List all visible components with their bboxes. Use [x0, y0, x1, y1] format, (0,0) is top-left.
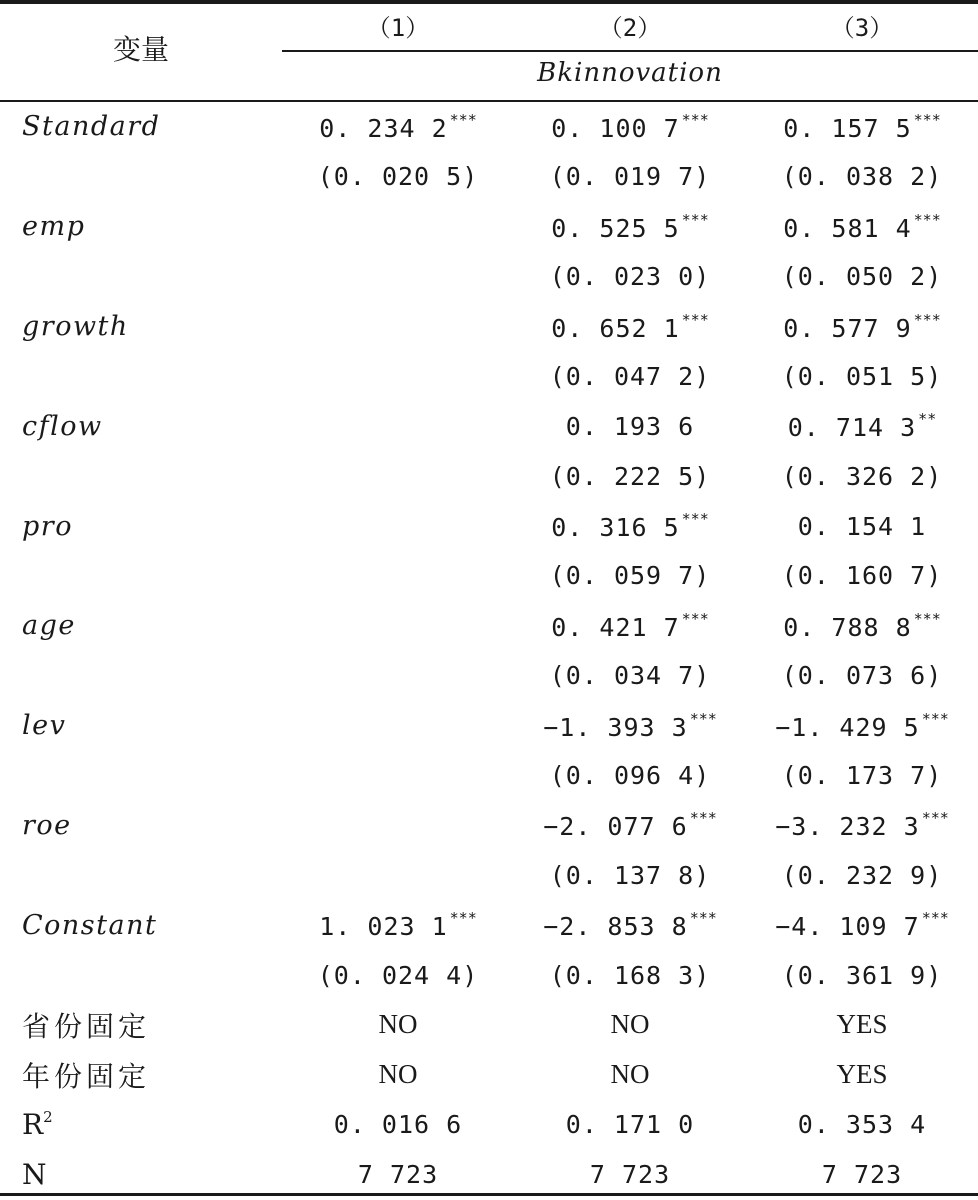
standard-error-cell: (0. 168 3)	[549, 960, 711, 990]
se-row	[0, 651, 978, 701]
coef-row	[0, 900, 978, 950]
coef-row	[0, 601, 978, 651]
variable-header: 变量	[112, 33, 169, 66]
coefficient-value: 1. 023 1	[319, 912, 448, 942]
coefficient-cell	[746, 800, 978, 850]
se-row	[0, 850, 978, 900]
coef-row	[0, 202, 978, 252]
se-row	[0, 152, 978, 202]
se-row	[0, 751, 978, 801]
standard-error-cell: (0. 096 4)	[549, 761, 711, 791]
se-row	[0, 551, 978, 601]
se-row	[0, 950, 978, 1000]
coefficient-value: 0. 234 2	[319, 113, 448, 143]
significance-stars: ***	[449, 909, 477, 928]
standard-error-cell: (0. 019 7)	[549, 162, 711, 192]
summary-label	[0, 1000, 282, 1050]
standard-error-cell: (0. 023 0)	[549, 262, 711, 292]
significance-stars: ***	[913, 609, 941, 628]
summary-value: NO	[610, 1009, 650, 1040]
summary-label-text: R	[22, 1108, 44, 1142]
coefficient-cell	[514, 401, 746, 451]
standard-error-cell: (0. 047 2)	[549, 361, 711, 391]
summary-label-text: 年份固定	[22, 1059, 151, 1093]
summary-value: 0. 353 4	[797, 1110, 927, 1140]
summary-value: YES	[836, 1009, 888, 1040]
coefficient-value: 0. 157 5	[783, 113, 912, 143]
coefficient-cell	[746, 601, 978, 651]
summary-value: 7 723	[821, 1160, 903, 1190]
coefficient-cell	[514, 701, 746, 751]
summary-value: NO	[610, 1059, 650, 1090]
coefficient-value: 0. 788 8	[783, 612, 912, 642]
summary-value: 0. 171 0	[565, 1110, 695, 1140]
coefficient-value: 0. 525 5	[551, 213, 680, 243]
significance-stars: ***	[449, 110, 477, 129]
coefficient-cell	[282, 202, 514, 252]
coefficient-cell	[282, 102, 514, 152]
coefficient-value: 0. 581 4	[783, 213, 912, 243]
significance-stars: **	[918, 410, 937, 429]
standard-error-cell: (0. 173 7)	[781, 761, 943, 791]
variable-label: Standard	[22, 111, 161, 143]
standard-error-cell	[282, 451, 514, 501]
significance-stars: ***	[681, 210, 709, 229]
standard-error-cell: (0. 222 5)	[549, 461, 711, 491]
summary-label	[0, 1050, 282, 1100]
coefficient-cell	[746, 202, 978, 252]
variable-label: growth	[22, 311, 129, 342]
summary-label-superscript: 2	[43, 1108, 53, 1127]
coefficient-cell	[514, 900, 746, 950]
summary-value: YES	[836, 1059, 888, 1090]
coef-row	[0, 302, 978, 352]
summary-value: NO	[378, 1009, 418, 1040]
coefficient-cell	[514, 601, 746, 651]
summary-label	[0, 1100, 282, 1150]
standard-error-cell	[282, 252, 514, 302]
se-row	[0, 351, 978, 401]
standard-error-cell: (0. 326 2)	[781, 461, 943, 491]
dependent-variable: Bkinnovation	[537, 58, 723, 88]
coefficient-value: 0. 714 3	[787, 413, 917, 443]
coefficient-cell	[514, 202, 746, 252]
standard-error-cell: (0. 073 6)	[781, 661, 943, 691]
standard-error-cell	[282, 751, 514, 801]
variable-label: emp	[22, 211, 86, 243]
coefficient-cell	[746, 401, 978, 451]
standard-error-cell: (0. 232 9)	[781, 860, 943, 890]
standard-error-cell: (0. 137 8)	[549, 860, 711, 890]
significance-stars: ***	[913, 110, 941, 129]
coefficient-value: 0. 154 1	[797, 511, 927, 541]
summary-row	[0, 1000, 978, 1050]
coefficient-cell	[282, 601, 514, 651]
coef-row	[0, 501, 978, 551]
coefficient-cell	[282, 302, 514, 352]
standard-error-cell	[282, 351, 514, 401]
coefficient-value: −2. 853 8	[543, 912, 688, 942]
summary-value: 7 723	[589, 1160, 671, 1190]
standard-error-cell	[282, 651, 514, 701]
significance-stars: ***	[681, 310, 709, 329]
variable-label: age	[22, 610, 76, 642]
significance-stars: ***	[921, 909, 949, 928]
coefficient-value: −3. 232 3	[775, 812, 920, 842]
coefficient-cell	[514, 302, 746, 352]
empty-label	[0, 850, 282, 900]
empty-label	[0, 651, 282, 701]
variable-label: roe	[22, 809, 72, 841]
summary-label-text: 省份固定	[22, 1009, 151, 1043]
significance-stars: ***	[689, 809, 717, 828]
variable-label: pro	[22, 510, 73, 542]
empty-label	[0, 751, 282, 801]
standard-error-cell: (0. 160 7)	[781, 561, 943, 591]
significance-stars: ***	[681, 110, 709, 129]
standard-error-cell: (0. 020 5)	[317, 162, 479, 192]
variable-label: cflow	[22, 410, 103, 442]
standard-error-cell: (0. 059 7)	[549, 561, 711, 591]
empty-label	[0, 551, 282, 601]
coefficient-cell	[282, 501, 514, 551]
summary-value: 7 723	[357, 1160, 439, 1190]
coefficient-cell	[746, 701, 978, 751]
coefficient-value: 0. 421 7	[551, 612, 680, 642]
variable-label: lev	[22, 710, 67, 742]
summary-label-text: N	[22, 1158, 47, 1192]
se-row	[0, 451, 978, 501]
empty-label	[0, 252, 282, 302]
significance-stars: ***	[689, 909, 717, 928]
column-span-rule	[282, 50, 978, 52]
coefficient-value: −1. 429 5	[775, 712, 920, 742]
coef-row	[0, 102, 978, 152]
standard-error-cell: (0. 050 2)	[781, 262, 943, 292]
coefficient-value: 0. 652 1	[551, 313, 680, 343]
column-header-3: （3）	[830, 14, 894, 42]
column-header-2: （2）	[598, 14, 662, 42]
summary-value: 0. 016 6	[333, 1110, 463, 1140]
significance-stars: ***	[681, 510, 709, 529]
empty-label	[0, 950, 282, 1000]
summary-value: NO	[378, 1059, 418, 1090]
coef-row	[0, 800, 978, 850]
standard-error-cell: (0. 038 2)	[781, 162, 943, 192]
coef-row	[0, 401, 978, 451]
column-header-1: （1）	[366, 14, 430, 42]
summary-row	[0, 1100, 978, 1150]
significance-stars: ***	[681, 609, 709, 628]
variable-label: Constant	[22, 909, 158, 941]
significance-stars: ***	[921, 809, 949, 828]
coefficient-cell	[746, 302, 978, 352]
coefficient-cell	[282, 401, 514, 451]
coefficient-value: 0. 577 9	[783, 313, 912, 343]
significance-stars: ***	[913, 210, 941, 229]
significance-stars: ***	[921, 709, 949, 728]
coefficient-cell	[746, 900, 978, 950]
summary-row	[0, 1050, 978, 1100]
empty-label	[0, 351, 282, 401]
standard-error-cell: (0. 034 7)	[549, 661, 711, 691]
coefficient-value: −1. 393 3	[543, 712, 688, 742]
coefficient-value: 0. 316 5	[551, 513, 680, 543]
significance-stars: ***	[689, 709, 717, 728]
se-row	[0, 252, 978, 302]
coefficient-cell	[746, 102, 978, 152]
coefficient-cell	[282, 900, 514, 950]
coefficient-cell	[282, 800, 514, 850]
standard-error-cell: (0. 051 5)	[781, 361, 943, 391]
coefficient-cell	[282, 701, 514, 751]
coefficient-value: 0. 193 6	[565, 411, 695, 441]
coefficient-value: 0. 100 7	[551, 113, 680, 143]
regression-table	[0, 102, 978, 1200]
coefficient-cell	[514, 102, 746, 152]
standard-error-cell: (0. 361 9)	[781, 960, 943, 990]
empty-label	[0, 451, 282, 501]
coefficient-cell	[514, 800, 746, 850]
standard-error-cell: (0. 024 4)	[317, 960, 479, 990]
coefficient-cell	[514, 501, 746, 551]
standard-error-cell	[282, 850, 514, 900]
coefficient-value: −2. 077 6	[543, 812, 688, 842]
coefficient-value: −4. 109 7	[775, 912, 920, 942]
coef-row	[0, 701, 978, 751]
significance-stars: ***	[913, 310, 941, 329]
top-rule	[0, 0, 978, 4]
standard-error-cell	[282, 551, 514, 601]
empty-label	[0, 152, 282, 202]
coefficient-cell	[746, 501, 978, 551]
